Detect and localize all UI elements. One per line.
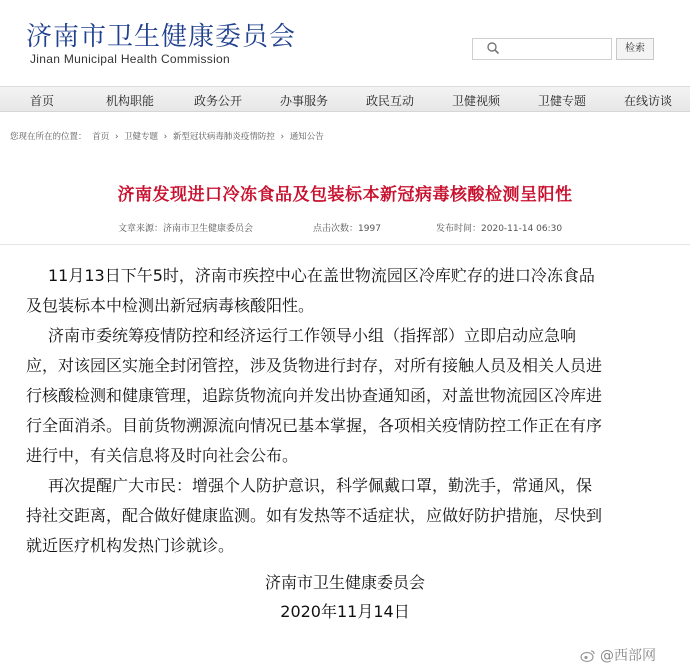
divider — [0, 244, 690, 245]
breadcrumb — [10, 130, 327, 142]
nav-item-services[interactable]: 办事服务 — [280, 94, 329, 108]
signature-org: 济南市卫生健康委员会 — [264, 573, 425, 592]
site-header — [0, 0, 690, 80]
body-line: 进行中，有关信息将及时向社会公布。 — [26, 446, 299, 465]
body-line: 济南市委统筹疫情防控和经济运行工作领导小组（指挥部）立即启动应急响 — [48, 326, 577, 345]
nav-item-functions[interactable]: 机构职能 — [106, 94, 155, 108]
body-line: 再次提醒广大市民：增强个人防护意识，科学佩戴口罩，勤洗手，常通风，保 — [48, 476, 593, 495]
article-date — [436, 221, 562, 234]
nav-item-interaction[interactable]: 政民互动 — [366, 94, 415, 108]
breadcrumb-item-notices[interactable]: 通知公告 — [289, 132, 324, 142]
main-nav — [0, 86, 690, 112]
source-label: 文章来源： — [118, 224, 164, 234]
nav-item-videos[interactable]: 卫健视频 — [452, 94, 501, 108]
clicks-value: 1997 — [358, 224, 381, 234]
nav-item-gov-affairs[interactable]: 政务公开 — [194, 94, 243, 108]
date-value: 2020-11-14 06:30 — [481, 224, 563, 234]
body-line: 持社交距离，配合做好健康监测。如有发热等不适症状，应做好防护措施，尽快到 — [26, 506, 603, 525]
body-line: 行全面消杀。目前货物溯源流向情况已基本掌握，各项相关疫情防控工作正在有序 — [26, 416, 603, 435]
breadcrumb-separator: › — [280, 132, 284, 142]
watermark-text: @西部网 — [600, 648, 656, 664]
breadcrumb-prefix: 您现在所在的位置： — [10, 132, 87, 142]
clicks-label: 点击次数： — [313, 224, 359, 234]
nav-item-topics[interactable]: 卫健专题 — [538, 94, 587, 108]
breadcrumb-separator: › — [163, 132, 168, 142]
search-button[interactable]: 检索 — [616, 38, 654, 60]
article-source — [118, 221, 253, 234]
body-line: 行核酸检测和健康管理，追踪货物流向并发出协查通知函，对盖世物流园区冷库进 — [26, 386, 603, 405]
watermark — [580, 645, 656, 665]
breadcrumb-separator: › — [114, 132, 119, 142]
article-clicks — [313, 221, 381, 234]
date-label: 发布时间： — [436, 224, 482, 234]
breadcrumb-item-home[interactable]: 首页 — [92, 132, 110, 142]
body-line: 应，对该园区实施全封闭管控，涉及货物进行封存，对所有接触人员及相关人员进 — [26, 356, 603, 375]
article-title: 济南发现进口冷冻食品及包装标本新冠病毒核酸检测呈阳性 — [117, 185, 573, 205]
body-line: 及包装标本中检测出新冠病毒核酸阳性。 — [26, 296, 315, 315]
breadcrumb-item-topics[interactable]: 卫健专题 — [124, 132, 159, 142]
weibo-icon — [580, 649, 596, 663]
nav-item-home[interactable]: 首页 — [30, 94, 55, 108]
breadcrumb-item-covid[interactable]: 新型冠状病毒肺炎疫情防控 — [172, 132, 275, 142]
search-icon — [486, 41, 500, 55]
body-line: 11月13日下午5时，济南市疾控中心在盖世物流园区冷库贮存的进口冷冻食品 — [48, 266, 595, 285]
source-value: 济南市卫生健康委员会 — [163, 224, 254, 234]
signature-date: 2020年11月14日 — [280, 602, 410, 621]
body-line: 就近医疗机构发热门诊就诊。 — [26, 536, 235, 555]
site-title[interactable]: 济南市卫生健康委员会 — [26, 22, 297, 52]
site-subtitle: Jinan Municipal Health Commission — [30, 52, 230, 66]
nav-item-interviews[interactable]: 在线访谈 — [624, 94, 673, 108]
